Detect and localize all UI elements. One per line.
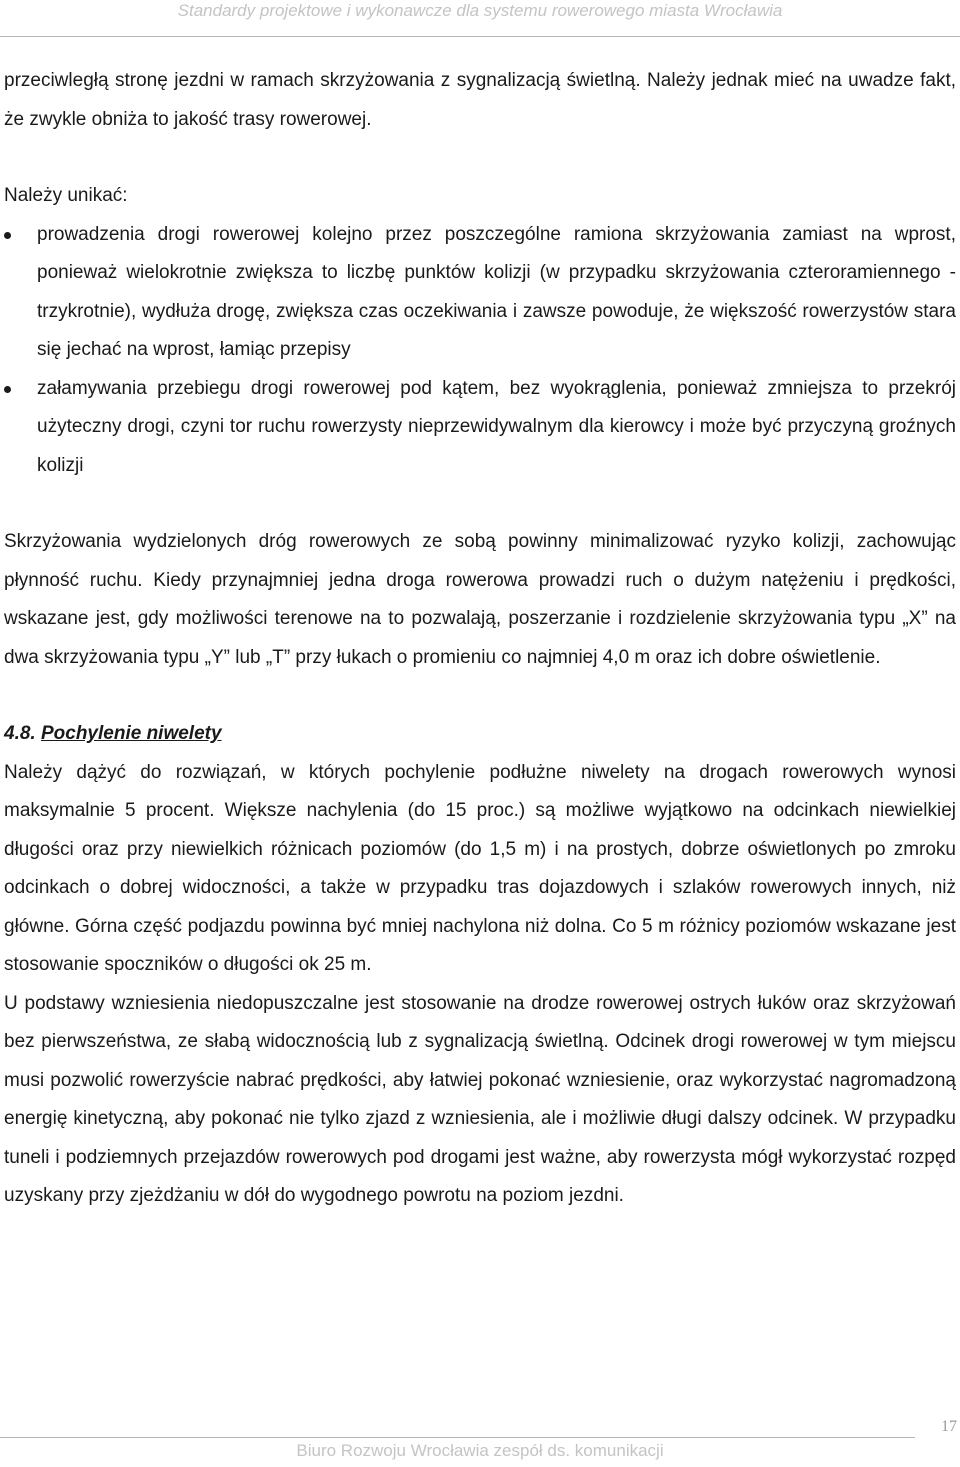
bullet-icon [4, 386, 11, 393]
section-title: Pochylenie niwelety [40, 723, 222, 744]
footer-text: Biuro Rozwoju Wrocławia zespół ds. komunikacji [296, 1441, 664, 1460]
paragraph-spacer [4, 485, 956, 523]
bullet-icon [4, 232, 11, 239]
footer-rule [0, 1437, 915, 1438]
header-title: Standardy projektowe i wykonawcze dla systemu rowerowego miasta Wrocławia [177, 1, 783, 20]
list-item-text: załamywania przebiegu drogi rowerowej pod kątem, bez wyokrąglenia, ponieważ zmniejsza to przekrój użyteczny drogi, czyni tor ruchu rowerzysty nieprzewidywalnym dla kierowcy i może być przyczyną groźnych kolizji [37, 377, 956, 476]
list-item [4, 216, 956, 370]
page-header [0, 0, 960, 38]
paragraph-slope: Należy dążyć do rozwiązań, w których pochylenie podłużne niwelety na drogach rowerowych wynosi maksymalnie 5 procent. Większe nachylenia (do 15 proc.) są możliwe wyjątkowo na odcinkach niewielkiej długości oraz przy niewielkich różnicach poziomów (do 1,5 m) i na prostych, dobrze oświetlonych po zmroku odcinkach o dobrej widoczności, a także w przypadku tras dojazdowych i szlaków rowerowych innych, niż główne. Górna część podjazdu powinna być mniej nachylona niż dolna. Co 5 m różnicy poziomów wskazane jest stosowanie spoczników o długości ok 25 m. [4, 761, 956, 975]
section-number: 4.8. [4, 723, 36, 744]
paragraph-avoid-label: Należy unikać: [4, 185, 128, 206]
list-item [4, 370, 956, 486]
page-number: 17 [941, 1418, 957, 1435]
section-heading [4, 715, 956, 754]
paragraph-intro: przeciwległą stronę jezdni w ramach skrzyżowania z sygnalizacją świetlną. Należy jednak mieć na uwadze fakt, że zwykle obniża to jakość trasy rowerowej. [4, 70, 956, 130]
paragraph-crossings: Skrzyżowania wydzielonych dróg rowerowych ze sobą powinny minimalizować ryzyko kolizji, zachowując płynność ruchu. Kiedy przynajmniej jedna droga rowerowa prowadzi ruch o dużym natężeniu i prędkości, wskazane jest, gdy możliwości terenowe na to pozwalają, poszerzanie i rozdzielenie skrzyżowania typu „X” na dwa skrzyżowania typu „Y” lub „T” przy łukach o promieniu co najmniej 4,0 m oraz ich dobre oświetlenie. [4, 531, 956, 668]
document-body [4, 62, 956, 1216]
paragraph-spacer [4, 139, 956, 177]
paragraph-spacer [4, 677, 956, 715]
paragraph-ramps: U podstawy wzniesienia niedopuszczalne jest stosowanie na drodze rowerowej ostrych łuków oraz skrzyżowań bez pierwszeństwa, ze słabą widocznością lub z sygnalizacją świetlną. Odcinek drogi rowerowej w tym miejscu musi pozwolić rowerzyście nabrać prędkości, aby łatwiej pokonać wzniesienie, oraz wykorzystać nagromadzoną energię kinetyczną, aby pokonać nie tylko zjazd z wzniesienia, ale i możliwie długi dalszy odcinek. W przypadku tuneli i podziemnych przejazdów rowerowych pod drogami jest ważne, aby rowerzysta mógł wykorzystać rozpęd uzyskany przy zjeżdżaniu w dół do wygodnego powrotu na poziom jezdni. [4, 992, 956, 1206]
list-item-text: prowadzenia drogi rowerowej kolejno przez poszczególne ramiona skrzyżowania zamiast na wprost, ponieważ wielokrotnie zwiększa to liczbę punktów kolizji (w przypadku skrzyżowania czteroramiennego - trzykrotnie), wydłuża drogę, zwiększa czas oczekiwania i zawsze powoduje, że większość rowerzystów stara się jechać na wprost, łamiąc przepisy [37, 223, 956, 360]
header-rule [0, 36, 960, 37]
avoid-list [4, 216, 956, 486]
